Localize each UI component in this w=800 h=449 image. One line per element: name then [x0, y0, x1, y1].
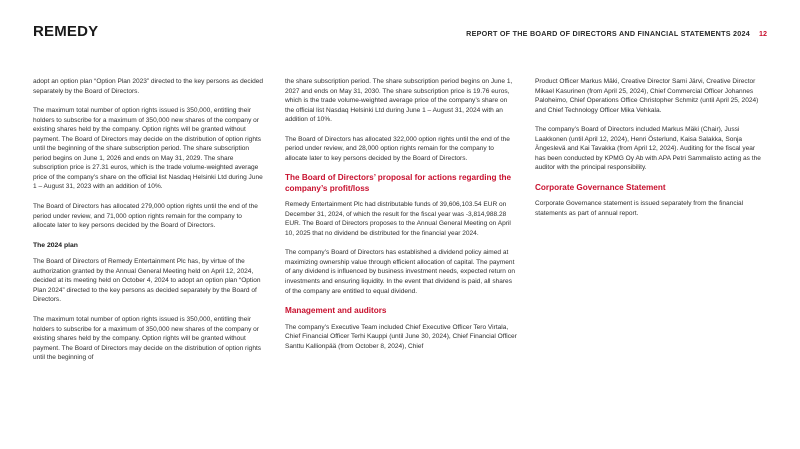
remedy-logo: REMEDY	[33, 23, 99, 40]
paragraph: The Board of Directors has allocated 279,000 option rights until the end of the period under review, and 71,000 option rights remain for the company to allocate later to key persons decided by the Board of Directors.	[33, 203, 258, 230]
subheading-2024-plan: The 2024 plan	[33, 241, 78, 249]
section-heading-management: Management and auditors	[285, 306, 387, 316]
report-title: REPORT OF THE BOARD OF DIRECTORS AND FINANCIAL STATEMENTS 2024	[466, 29, 750, 38]
paragraph: The company’s Board of Directors has established a dividend policy aimed at maximizing ownership value through efficient allocation of capital. The payment of any dividend is influenced by business investment needs, expected return on investments and ensuring liquidity. In the event that dividend is paid, all shares of the company are entitled to equal dividend.	[285, 249, 516, 295]
text-column-3	[535, 77, 767, 228]
text-column-1	[33, 77, 265, 373]
paragraph: adopt an option plan “Option Plan 2023” directed to the key persons as decided separately by the Board of Directors.	[33, 78, 264, 95]
text-column-2	[285, 77, 517, 361]
paragraph: Remedy Entertainment Plc had distributable funds of 39,606,103.54 EUR on December 31, 2024, of which the result for the fiscal year was -3,814,988.28 EUR. The Board of Directors proposes to the Annual General Meeting on April 10, 2025 that no dividend be distributed for the financial year 2024.	[285, 201, 511, 237]
paragraph: The company’s Executive Team included Chief Executive Officer Tero Virtala, Chief Financial Officer Terhi Kauppi (until June 30, 2024), Chief Financial Officer Santtu Kallionpää (from October 8, 2024), Chief	[285, 323, 517, 350]
section-heading-governance: Corporate Governance Statement	[535, 182, 666, 192]
paragraph: The maximum total number of option rights issued is 350,000, entitling their holders to subscribe for a maximum of 350,000 new shares of the company or existing shares held by the company. Option rights will be granted without payment. The Board of Directors may decide on the distribution of option rights until the beginning of	[33, 315, 262, 362]
paragraph: The Board of Directors of Remedy Entertainment Plc has, by virtue of the authorization granted by the Annual General Meeting held on April 12, 2024, decided at its meeting held on October 4, 2024 to adopt an option plan “Option Plan 2024” directed to the key persons as decided separately by the Board of Directors.	[33, 258, 261, 304]
paragraph: Corporate Governance statement is issued separately from the financial statements as part of annual report.	[535, 200, 744, 217]
paragraph: Product Officer Markus Mäki, Creative Director Sami Järvi, Creative Director Mikael Kasurinen (from April 25, 2024), Chief Commercial Officer Johannes Paloheimo, Chief Operations Office Christopher Schmitz (until April 25, 2024) and Chief Technology Officer Mika Vehkala.	[535, 78, 759, 114]
section-heading-proposal: The Board of Directors’ proposal for actions regarding the company’s profit/loss	[285, 173, 512, 193]
paragraph: the share subscription period. The share subscription period begins on June 1, 2027 and ends on May 31, 2030. The share subscription price is 19.76 euros, which is the trade volume-weighted average price of the company’s share on the official list Nasdaq Helsinki Ltd during June 1 – August 31, 2024 with an addition of 10%.	[285, 78, 513, 124]
paragraph: The maximum total number of option rights issued is 350,000, entitling their holders to subscribe for a maximum of 350,000 new shares of the company or existing shares held by the company. Option rights will be granted without payment. The Board of Directors may decide on the distribution of option rights until the beginning of the share subscription period. The share subscription period begins on June 1, 2026 and ends on May 31, 2029. The share subscription price is 27.31 euros, which is the trade volume-weighted average price of the company’s share on the official list Nasdaq Helsinki Ltd during June 1 – August 31, 2023 with an addition of 10%.	[33, 107, 263, 191]
page-number: 12	[759, 29, 767, 38]
paragraph: The Board of Directors has allocated 322,000 option rights until the end of the period under review, and 28,000 option rights remain for the company to allocate later to key persons decided by the Board of Directors.	[285, 135, 510, 162]
paragraph: The company’s Board of Directors included Markus Mäki (Chair), Jussi Laakkonen (until April 12, 2024), Henri Österlund, Kaisa Salakka, Sonja Ängeslevä and Kai Tavakka (from April 12, 2024). Auditing for the fiscal year has been conducted by KPMG Oy Ab with APA Petri Sammalisto acting as the auditor with the principal responsibility.	[535, 126, 761, 172]
